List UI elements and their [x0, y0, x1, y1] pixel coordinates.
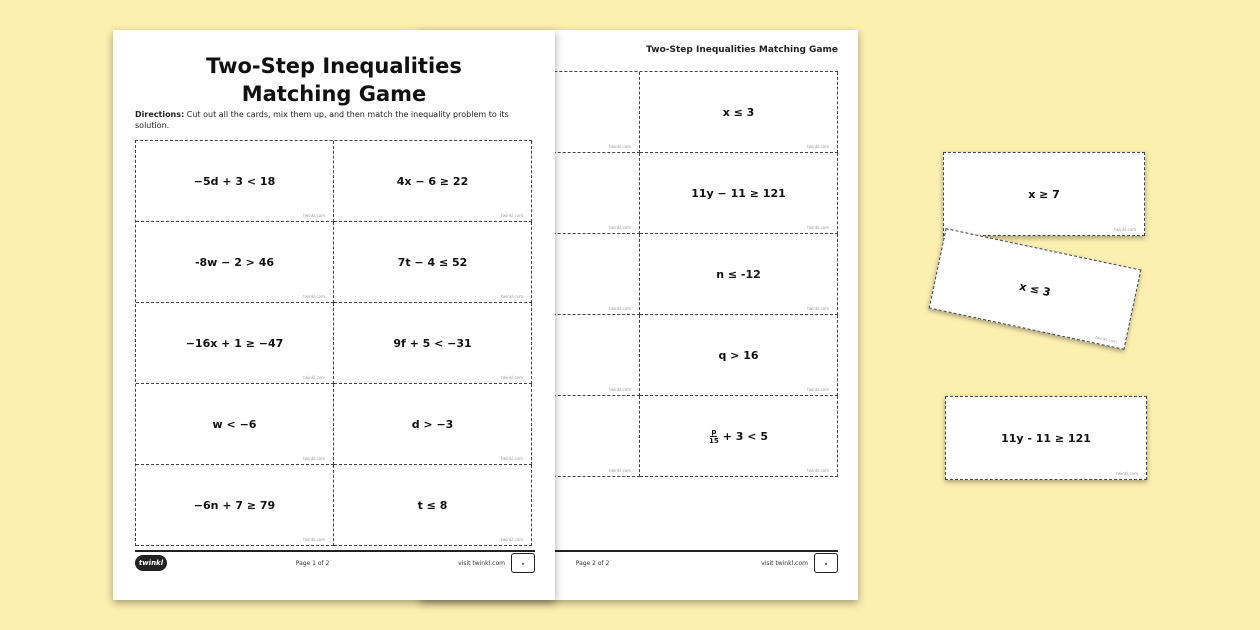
solution-card: d > −3 twinkl.com — [334, 384, 532, 465]
card-fragment: twinkl.com — [424, 234, 640, 315]
inequality-card: 7t − 4 ≤ 52 twinkl.com — [334, 222, 532, 303]
worksheet-page-1 — [113, 30, 555, 600]
page-2-header-title: Two-Step Inequalities Matching Game — [646, 45, 838, 55]
loose-card[interactable]: 11y - 11 ≥ 121 twinkl.com — [945, 396, 1147, 480]
inequality-card: −5d + 3 < 18 twinkl.com — [136, 141, 334, 222]
solution-card: t ≤ 8 twinkl.com — [334, 465, 532, 546]
directions: Directions: Cut out all the cards, mix them up, and then match the inequality problem to its solution. — [135, 110, 509, 130]
loose-card[interactable]: x ≤ 3 twinkl.com — [929, 228, 1142, 350]
card-fragment: twinkl.com — [424, 396, 640, 477]
footer-site: visit twinkl.com — [458, 559, 505, 567]
fraction-card: $\frac{p}{15}$ + 3 < 5 twinkl.com — [640, 396, 838, 477]
page-title: Two-Step Inequalities Matching Game — [206, 54, 462, 106]
answer-card: x ≤ 3 twinkl.com — [640, 72, 838, 153]
card-fragment: twinkl.com — [424, 153, 640, 234]
page-number: Page 2 of 2 — [575, 559, 610, 567]
footer-site: visit twinkl.com — [761, 559, 808, 567]
card-fragment: twinkl.com — [424, 72, 640, 153]
badge-icon: ★ — [511, 553, 535, 573]
inequality-card: -8w − 2 > 46 twinkl.com — [136, 222, 334, 303]
page-number: Page 1 of 2 — [295, 559, 330, 567]
twinkl-logo: twinkl — [135, 555, 167, 571]
solution-card: w < −6 twinkl.com — [136, 384, 334, 465]
fraction: $\frac{p}{15}$ — [709, 427, 719, 445]
inequality-card: −16x + 1 ≥ −47 twinkl.com — [136, 303, 334, 384]
inequality-card: 4x − 6 ≥ 22 twinkl.com — [334, 141, 532, 222]
page-1-footer — [135, 550, 535, 574]
answer-card: 11y − 11 ≥ 121 twinkl.com — [640, 153, 838, 234]
page-1-card-grid — [135, 140, 532, 546]
answer-card: n ≤ -12 twinkl.com — [640, 234, 838, 315]
loose-card[interactable]: x ≥ 7 twinkl.com — [943, 152, 1145, 236]
inequality-card: −6n + 7 ≥ 79 twinkl.com — [136, 465, 334, 546]
answer-card: q > 16 twinkl.com — [640, 315, 838, 396]
card-fragment: twinkl.com — [424, 315, 640, 396]
inequality-card: 9f + 5 < −31 twinkl.com — [334, 303, 532, 384]
badge-icon: ★ — [814, 553, 838, 573]
